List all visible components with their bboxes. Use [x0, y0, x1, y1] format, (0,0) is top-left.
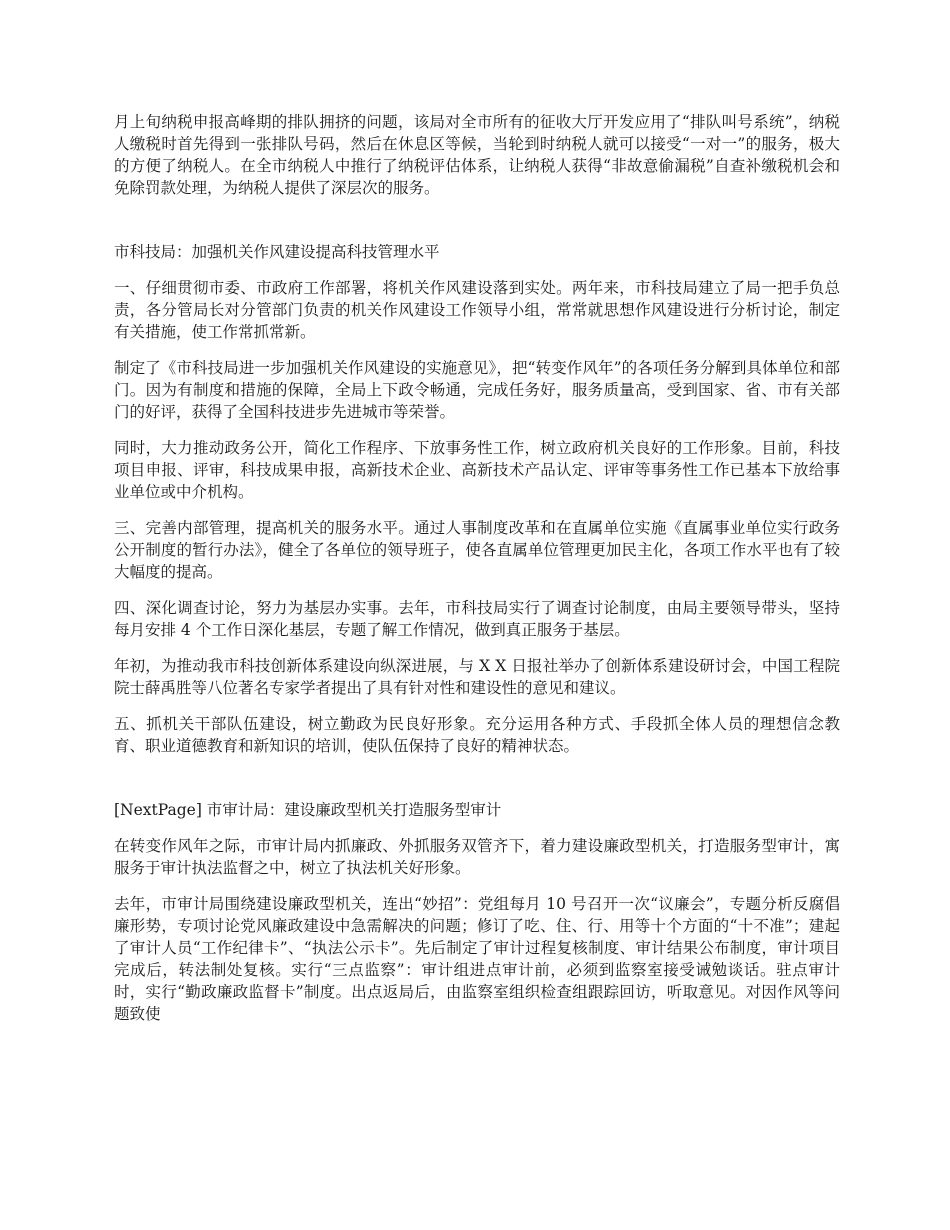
paragraph-audit-2: 去年，市审计局围绕建设廉政型机关，连出“妙招”：党组每月 10 号召开一次“议廉会”，专题分析反腐倡廉形势，专项讨论党风廉政建设中急需解决的问题；修订了吃、住、行、用等十个方面的“十不准”；建起了审计人员“工作纪律卡”、“执法公示卡”。先后制定了审计过程复核制度、审计结果公布制度，审计项目完成后，转法制处复核。实行“三点监察”：审计组进点审计前，必须到监察室接受诫勉谈话。驻点审计时，实行“勤政廉政监督卡”制度。出点返局后，由监察室组织检查组跟踪回访，听取意见。对因作风等问题致使	[114, 895, 840, 1023]
paragraph-audit-1: 在转变作风年之际，市审计局内抓廉政、外抓服务双管齐下，着力建设廉政型机关，打造服务型审计，寓服务于审计执法监督之中，树立了执法机关好形象。	[114, 837, 840, 877]
section-gap	[114, 771, 840, 799]
paragraph-science-3: 同时，大力推动政务公开，简化工作程序、下放事务性工作，树立政府机关良好的工作形象。目前，科技项目申报、评审，科技成果申报，高新技术企业、高新技术产品认定、评审等事务性工作已基本下放给事业单位或中介机构。	[114, 439, 840, 501]
paragraph-science-2: 制定了《市科技局进一步加强机关作风建设的实施意见》，把“转变作风年”的各项任务分解到具体单位和部门。因为有制度和措施的保障，全局上下政令畅通，完成任务好，服务质量高，受到国家、省、市有关部门的好评，获得了全国科技进步先进城市等荣誉。	[114, 359, 840, 421]
paragraph-science-5: 四、深化调查讨论，努力为基层办实事。去年，市科技局实行了调查讨论制度，由局主要领导带头，坚持每月安排 4 个工作日深化基层，专题了解工作情况，做到真正服务于基层。	[114, 599, 840, 639]
paragraph-science-1: 一、仔细贯彻市委、市政府工作部署，将机关作风建设落到实处。两年来，市科技局建立了局一把手负总责，各分管局长对分管部门负责的机关作风建设工作领导小组，常常就思想作风建设进行分析讨论，制定有关措施，使工作常抓常新。	[114, 279, 840, 341]
paragraph-science-4: 三、完善内部管理，提高机关的服务水平。通过人事制度改革和在直属单位实施《直属事业单位实行政务公开制度的暂行办法》，健全了各单位的领导班子，使各直属单位管理更加民主化，各项工作水平也有了较大幅度的提高。	[114, 519, 840, 581]
section-heading-audit-bureau: [NextPage] 市审计局：建设廉政型机关打造服务型审计	[114, 801, 502, 819]
section-gap	[114, 213, 840, 241]
section-heading-science-bureau: 市科技局：加强机关作风建设提高科技管理水平	[114, 243, 440, 261]
paragraph-science-7: 五、抓机关干部队伍建设，树立勤政为民良好形象。充分运用各种方式、手段抓全体人员的理想信念教育、职业道德教育和新知识的培训，使队伍保持了良好的精神状态。	[114, 715, 840, 755]
paragraph-science-6: 年初，为推动我市科技创新体系建设向纵深进展，与 X X 日报社举办了创新体系建设研讨会，中国工程院院士薛禹胜等八位著名专家学者提出了具有针对性和建设性的意见和建议。	[114, 657, 840, 697]
paragraph-tax-service: 月上旬纳税申报高峰期的排队拥挤的问题，该局对全市所有的征收大厅开发应用了“排队叫号系统”，纳税人缴税时首先得到一张排队号码，然后在休息区等候，当轮到时纳税人就可以接受“一对一”的服务，极大的方便了纳税人。在全市纳税人中推行了纳税评估体系，让纳税人获得“非故意偷漏税”自查补缴税机会和免除罚款处理，为纳税人提供了深层次的服务。	[114, 113, 840, 197]
document-body	[114, 111, 840, 1039]
